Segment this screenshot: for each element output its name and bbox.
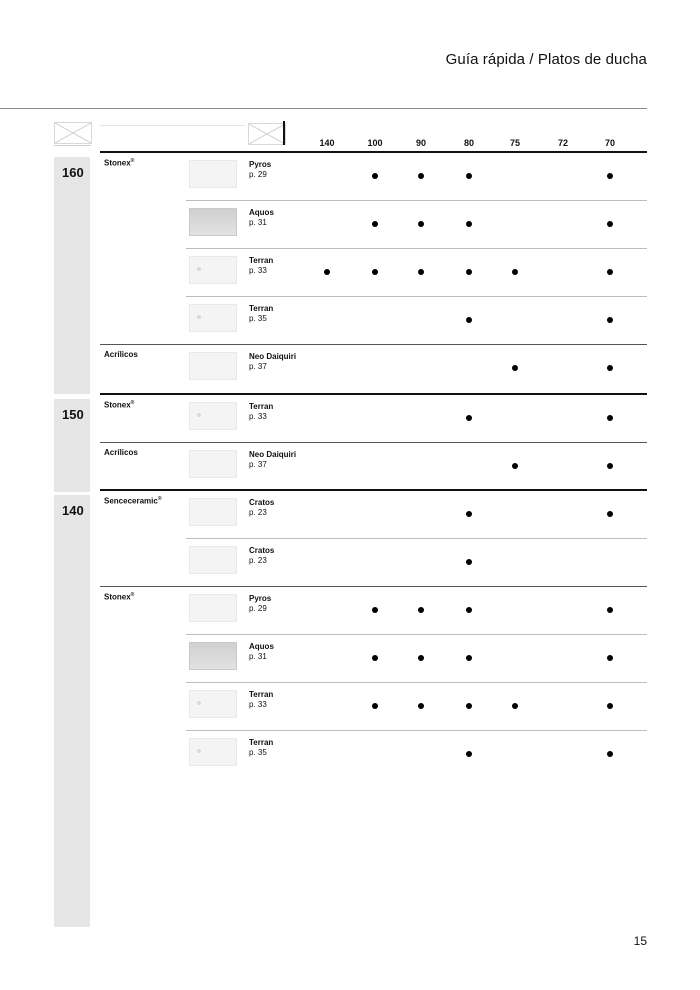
product-page-ref: p. 31 <box>249 218 267 227</box>
registered-mark: ® <box>157 496 162 502</box>
availability-dot <box>418 655 424 661</box>
product-thumbnail <box>189 208 237 236</box>
availability-dot <box>466 221 472 227</box>
material-name: Acrílicos <box>104 350 138 359</box>
product-thumbnail <box>189 256 237 284</box>
size-block <box>54 399 90 492</box>
product-name: Aquos <box>249 208 274 217</box>
product-thumbnail <box>189 498 237 526</box>
material-name: Stonex <box>104 158 131 168</box>
material-name: Acrílicos <box>104 448 138 457</box>
availability-dot <box>372 655 378 661</box>
availability-dot <box>466 559 472 565</box>
size-label: 140 <box>62 503 84 518</box>
availability-dot <box>607 365 613 371</box>
material-divider <box>100 344 647 345</box>
availability-dot <box>607 655 613 661</box>
product-name: Terran <box>249 256 274 265</box>
drain-icon <box>197 413 201 417</box>
product-page-ref: p. 33 <box>249 700 267 709</box>
product-page-ref: p. 33 <box>249 412 267 421</box>
product-name: Pyros <box>249 160 272 169</box>
size-block-divider <box>100 489 647 491</box>
drain-icon <box>197 701 201 705</box>
row-divider <box>186 634 647 635</box>
column-header: 72 <box>557 138 568 148</box>
availability-dot <box>607 607 613 613</box>
availability-dot <box>372 269 378 275</box>
length-placeholder-icon <box>54 122 92 144</box>
width-placeholder-icon <box>248 123 286 145</box>
product-page-ref: p. 31 <box>249 652 267 661</box>
column-header: 90 <box>415 138 426 148</box>
row-divider <box>186 296 647 297</box>
product-thumbnail <box>189 642 237 670</box>
availability-dot <box>466 607 472 613</box>
availability-dot <box>372 221 378 227</box>
availability-dot <box>466 269 472 275</box>
availability-dot <box>512 703 518 709</box>
size-label: 160 <box>62 165 84 180</box>
column-header: 80 <box>463 138 474 148</box>
product-page-ref: p. 37 <box>249 362 267 371</box>
material-divider <box>100 586 647 587</box>
product-thumbnail <box>189 738 237 766</box>
product-page-ref: p. 33 <box>249 266 267 275</box>
product-page-ref: p. 37 <box>249 460 267 469</box>
material-label <box>104 496 162 506</box>
availability-dot <box>324 269 330 275</box>
availability-dot <box>466 173 472 179</box>
availability-dot <box>466 751 472 757</box>
drain-icon <box>197 315 201 319</box>
header-rule <box>100 151 647 153</box>
size-block <box>54 157 90 394</box>
availability-dot <box>466 415 472 421</box>
product-page-ref: p. 23 <box>249 556 267 565</box>
product-thumbnail <box>189 160 237 188</box>
material-name: Stonex <box>104 592 131 602</box>
product-name: Aquos <box>249 642 274 651</box>
availability-dot <box>466 655 472 661</box>
product-name: Neo Daiquiri <box>249 352 297 361</box>
row-divider <box>186 538 647 539</box>
product-thumbnail <box>189 402 237 430</box>
availability-dot <box>607 317 613 323</box>
product-thumbnail <box>189 690 237 718</box>
row-divider <box>186 200 647 201</box>
product-page-ref: p. 35 <box>249 748 267 757</box>
availability-dot <box>418 173 424 179</box>
product-name: Terran <box>249 304 274 313</box>
material-divider <box>100 442 647 443</box>
availability-dot <box>607 221 613 227</box>
product-name: Terran <box>249 738 274 747</box>
product-thumbnail <box>189 304 237 332</box>
availability-dot <box>418 607 424 613</box>
registered-mark: ® <box>130 400 135 406</box>
column-header: 70 <box>604 138 615 148</box>
size-label: 150 <box>62 407 84 422</box>
material-label <box>104 400 134 410</box>
row-divider <box>186 248 647 249</box>
product-name: Neo Daiquiri <box>249 450 297 459</box>
header-divider <box>0 108 647 109</box>
drain-icon <box>197 267 201 271</box>
header-stub-line <box>54 145 91 146</box>
availability-dot <box>607 269 613 275</box>
product-page-ref: p. 29 <box>249 170 267 179</box>
availability-dot <box>418 269 424 275</box>
product-name: Terran <box>249 690 274 699</box>
availability-dot <box>512 365 518 371</box>
material-label <box>104 350 138 359</box>
product-thumbnail <box>189 450 237 478</box>
material-label <box>104 448 138 457</box>
availability-dot <box>466 317 472 323</box>
product-page-ref: p. 35 <box>249 314 267 323</box>
availability-dot <box>512 463 518 469</box>
availability-dot <box>607 463 613 469</box>
availability-dot <box>607 173 613 179</box>
availability-dot <box>418 703 424 709</box>
header-mid-line <box>100 125 245 126</box>
drain-icon <box>197 749 201 753</box>
column-header: 100 <box>367 138 383 148</box>
availability-dot <box>466 511 472 517</box>
product-name: Cratos <box>249 546 275 555</box>
row-divider <box>186 682 647 683</box>
availability-dot <box>466 703 472 709</box>
registered-mark: ® <box>130 158 135 164</box>
availability-dot <box>607 415 613 421</box>
product-thumbnail <box>189 594 237 622</box>
availability-dot <box>372 173 378 179</box>
availability-dot <box>607 511 613 517</box>
size-block <box>54 495 90 927</box>
availability-dot <box>372 703 378 709</box>
material-label <box>104 158 134 168</box>
availability-dot <box>418 221 424 227</box>
product-page-ref: p. 23 <box>249 508 267 517</box>
product-page-ref: p. 29 <box>249 604 267 613</box>
row-divider <box>186 730 647 731</box>
page-title: Guía rápida / Platos de ducha <box>445 51 647 68</box>
availability-dot <box>512 269 518 275</box>
product-thumbnail <box>189 546 237 574</box>
size-block-divider <box>100 393 647 395</box>
availability-dot <box>372 607 378 613</box>
product-name: Pyros <box>249 594 272 603</box>
registered-mark: ® <box>130 592 135 598</box>
product-name: Terran <box>249 402 274 411</box>
page-number: 15 <box>633 934 647 948</box>
material-name: Senceceramic <box>104 496 158 506</box>
column-header: 140 <box>319 138 335 148</box>
product-name: Cratos <box>249 498 275 507</box>
availability-dot <box>607 703 613 709</box>
column-header: 75 <box>509 138 520 148</box>
material-name: Stonex <box>104 400 131 410</box>
availability-dot <box>607 751 613 757</box>
header-marker <box>283 121 285 145</box>
material-label <box>104 592 134 602</box>
product-thumbnail <box>189 352 237 380</box>
